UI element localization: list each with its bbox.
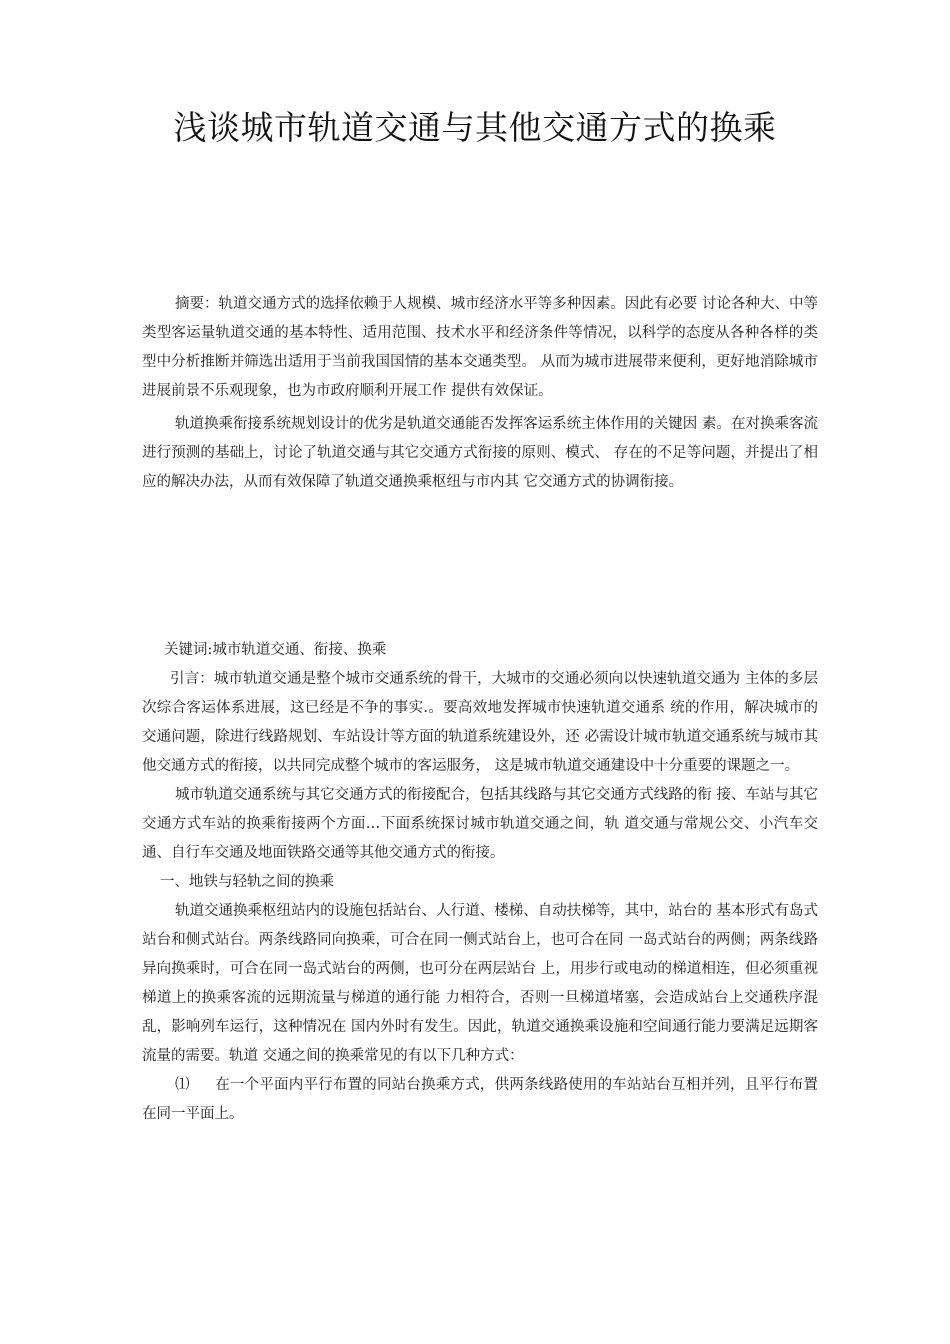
- list-item-number: ⑴: [175, 1077, 190, 1093]
- section-heading: 一、地铁与轻轨之间的换乘: [160, 874, 334, 890]
- body-paragraph: 城市轨道交通系统与其它交通方式的衔接配合，包括其线路与其它交通方式线路的衔 接、车站与其它交通方式车站的换乘衔接两个方面…下面系统探讨城市轨道交通之间，轨 道交通与常规公交、小汽车交通、自行车交通及地面铁路交通等其他交通方式的衔接。: [142, 787, 818, 861]
- main-body: [142, 636, 818, 1129]
- intro-paragraph: 引言：城市轨道交通是整个城市交通系统的骨干，大城市的交通必须向以快速轨道交通为 主体的多层次综合客运体系进展，这已经是不争的事实.。要高效地发挥城市快速轨道交通系 统的作用，解决城市的交通问题，除进行线路规划、车站设计等方面的轨道系统建设外，还 必需设计城市轨道交通系统与城市其他交通方式的衔接，以共同完成整个城市的客运服务， 这是城市轨道交通建设中十分重要的课题之一。: [142, 671, 818, 774]
- document-title: 浅谈城市轨道交通与其他交通方式的换乘: [173, 108, 777, 147]
- abstract-paragraph-1: 摘要：轨道交通方式的选择依赖于人规模、城市经济水平等多种因素。因此有必要 讨论各种大、中等类型客运量轨道交通的基本特性、适用范围、技术水平和经济条件等情况，以科学的态度从各种各样的类型中分析推断并筛选出适用于当前我国国情的基本交通类型。 从而为城市进展带来便利，更好地消除城市进展前景不乐观现象，也为市政府顺利开展工作 提供有效保证。: [142, 296, 818, 399]
- section-paragraph: 轨道交通换乘枢纽站内的设施包括站台、人行道、楼梯、自动扶梯等，其中，站台的 基本形式有岛式站台和侧式站台。两条线路同向换乘，可合在同一侧式站台上，也可合在同 一岛式站台的两侧；两条线路异向换乘时，可合在同一岛式站台的两侧，也可分在两层站台 上，用步行或电动的梯道相连，但必须重视梯道上的换乘客流的远期流量与梯道的通行能 力相符合，否则一旦梯道堵塞，会造成站台上交通秩序混乱，影响列车运行，这种情况在 国内外时有发生。因此，轨道交通换乘设施和空间通行能力要满足远期客流量的需要。轨道 交通之间的换乘常见的有以下几种方式：: [142, 903, 818, 1064]
- list-item: [142, 1071, 818, 1129]
- abstract-section: [142, 290, 818, 497]
- list-item-text: 在一个平面内平行布置的同站台换乘方式，供两条线路使用的车站站台互相并列，且平行布置在同一平面上。: [142, 1077, 818, 1122]
- abstract-paragraph-2: 轨道换乘衔接系统规划设计的优劣是轨道交通能否发挥客运系统主体作用的关键因 素。在对换乘客流进行预测的基础上，讨论了轨道交通与其它交通方式衔接的原则、模式、 存在的不足等问题，并提出了相应的解决办法，从而有效保障了轨道交通换乘枢纽与市内其 它交通方式的协调衔接。: [142, 416, 818, 490]
- keywords-line: 关键词:城市轨道交通、衔接、换乘: [164, 642, 387, 658]
